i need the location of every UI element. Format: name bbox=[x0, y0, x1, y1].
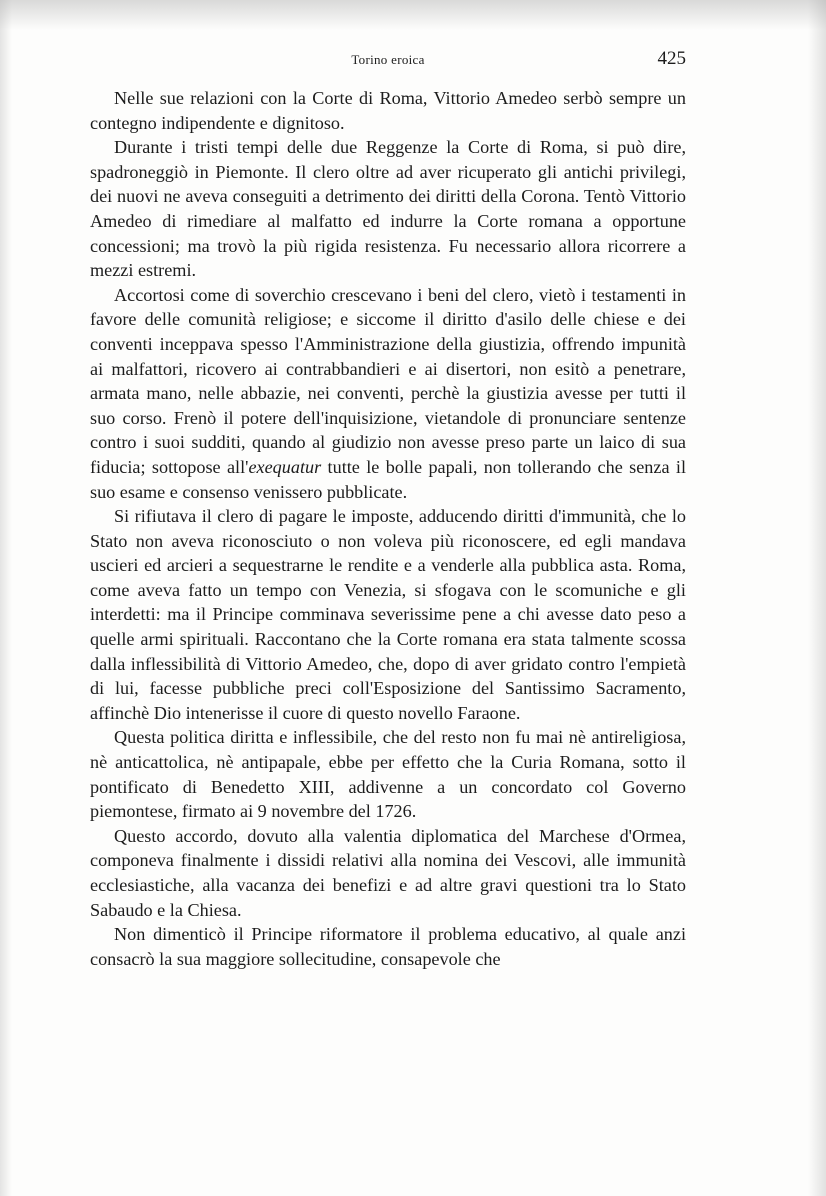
page-right-shadow bbox=[808, 0, 826, 1196]
running-head bbox=[90, 48, 686, 72]
paragraph bbox=[90, 504, 686, 725]
paragraph bbox=[90, 283, 686, 504]
paragraph bbox=[90, 135, 686, 283]
page-top-shadow bbox=[0, 0, 826, 30]
paragraph-text: Non dimenticò il Principe riformatore il problema educativo, al quale anzi consacrò la sua maggiore sollecitudine, consapevole che bbox=[90, 924, 686, 969]
paragraph-text-continued: tutte le bolle papali, non tollerando che senza il suo esame e consenso venissero pubblicate. bbox=[90, 456, 687, 502]
paragraph bbox=[90, 86, 686, 135]
body-text bbox=[90, 86, 686, 971]
italic-term: exequatur bbox=[248, 456, 322, 477]
paragraph-text: Si rifiutava il clero di pagare le imposte, adducendo diritti d'immunità, che lo Stato non aveva riconosciuto o non voleva più riconoscere, ed egli mandava uscieri ed arcieri a sequestrarne le rendite e a venderle alla pubblica asta. Roma, come aveva fatto un tempo con Venezia, si sfogava con le scomuniche e gli interdetti: ma il Principe comminava severissime pene a chi avesse dato peso a quelle armi spirituali. Raccontano che la Corte romana era stata talmente scossa dalla inflessibilità di Vittorio Amedeo, che, dopo di aver gridato contro l'empietà di lui, facesse pubbliche preci coll'Esposizione del Santissimo Sacramento, affinchè Dio intenerisse il cuore di questo novello Faraone. bbox=[90, 506, 686, 723]
paragraph-text: Questa politica diritta e inflessibile, che del resto non fu mai nè antireligiosa, nè anticattolica, nè antipapale, ebbe per effetto che la Curia Romana, sotto il pontificato di Benedetto XIII, addivenne a un concordato col Governo piemontese, firmato ai 9 novembre del 1726. bbox=[90, 727, 686, 822]
page-number: 425 bbox=[657, 48, 686, 69]
paragraph bbox=[90, 922, 686, 971]
paragraph-text: Durante i tristi tempi delle due Reggenze la Corte di Roma, si può dire, spadroneggiò in Piemonte. Il clero oltre ad aver ricuperato gli antichi privilegi, dei nuovi ne aveva conseguiti a detrimento dei diritti della Corona. Tentò Vittorio Amedeo di rimediare al malfatto ed indurre la Corte romana a opportune concessioni; ma trovò la più rigida resistenza. Fu necessario allora ricorrere a mezzi estremi. bbox=[90, 137, 686, 281]
page-left-shadow bbox=[0, 0, 12, 1196]
paragraph-text: Accortosi come di soverchio crescevano i beni del clero, vietò i testamenti in favore delle comunità religiose; e siccome il diritto d'asilo delle chiese e dei conventi inceppava spesso l'Amministrazione della giustizia, offrendo impunità ai malfattori, ricovero ai contrabbandieri e ai disertori, non esitò a penetrare, armata mano, nelle abbazie, nei conventi, perchè la giustizia avesse per tutti il suo corso. Frenò il potere dell'inquisizione, vietandole di pronunciare sentenze contro i suoi sudditi, quando al giudizio non avesse preso parte un laico di sua fiducia; sottopose all' bbox=[90, 284, 686, 477]
paragraph bbox=[90, 725, 686, 823]
running-title: Torino eroica bbox=[351, 52, 425, 67]
paragraph bbox=[90, 824, 686, 922]
paragraph-text: Questo accordo, dovuto alla valentia diplomatica del Marchese d'Ormea, componeva finalmente i dissidi relativi alla nomina dei Vescovi, alle immunità ecclesiastiche, alla vacanza dei benefizi e ad altre gravi questioni tra lo Stato Sabaudo e la Chiesa. bbox=[90, 825, 686, 920]
paragraph-text: Nelle sue relazioni con la Corte di Roma, Vittorio Amedeo serbò sempre un contegno indipendente e dignitoso. bbox=[90, 88, 686, 133]
